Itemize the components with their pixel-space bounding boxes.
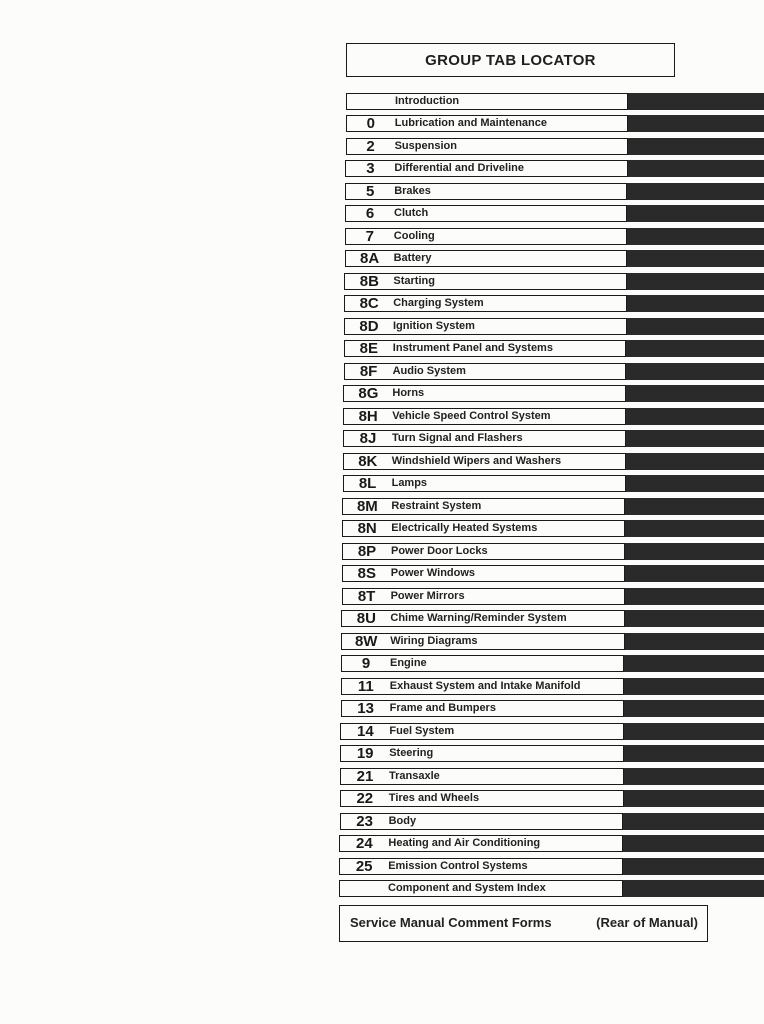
tab-number: 8W [354,633,378,650]
tab-row [0,138,764,155]
tab-box [346,138,628,155]
tab-label: Heating and Air Conditioning [388,837,541,849]
tab-number: 8K [358,453,378,470]
tab-row [0,700,764,717]
tab-row [0,318,764,335]
tab-marker [624,633,764,650]
tab-number: 8F [359,363,378,380]
tab-box [345,183,627,200]
tab-box [344,363,627,380]
tab-row [0,745,764,762]
tab-box [342,565,625,582]
tab-box [345,160,627,177]
tab-marker [622,858,764,875]
tab-number: 2 [366,138,375,155]
tab-box [343,408,626,425]
tab-marker [626,318,764,335]
tab-number: 9 [361,655,371,672]
tab-label: Exhaust System and Intake Manifold [389,680,581,692]
tab-number: 8B [359,273,379,290]
tab-number: 8G [358,385,379,402]
tab-row [0,588,764,605]
tab-marker [624,498,764,515]
tab-label: Lubrication and Maintenance [394,117,547,129]
tab-row [0,295,764,312]
tab-box [342,520,625,537]
tab-label: Component and System Index [388,882,546,894]
tab-number: 8S [357,565,376,582]
tab-marker [627,115,764,132]
tab-box [340,790,624,807]
tab-row [0,340,764,357]
tab-row [0,205,764,222]
tab-box [343,385,626,402]
tab-number: 8U [356,610,376,627]
tab-label: Fuel System [389,725,455,737]
tab-row [0,498,764,515]
tab-box [346,93,628,110]
tab-label: Introduction [395,95,460,107]
tab-label: Starting [393,275,435,287]
tab-label: Brakes [394,185,431,197]
tab-row [0,430,764,447]
tab-number: 24 [356,835,373,852]
tab-row [0,408,764,425]
tab-number: 8N [357,520,377,537]
tab-box [341,678,624,695]
tab-number: 8D [359,318,379,335]
tab-label: Power Door Locks [391,545,488,557]
tab-marker [627,138,764,155]
tab-row [0,835,764,852]
tab-label: Steering [389,747,434,759]
tab-number: 11 [357,678,374,695]
tab-number: 8P [357,543,377,560]
tab-row [0,655,764,672]
tab-number: 8A [360,250,380,267]
tab-marker [624,565,764,582]
tab-label: Cooling [393,230,435,242]
tab-box [342,498,625,515]
tab-row [0,543,764,560]
tab-row [0,633,764,650]
tab-box [343,453,626,470]
tab-marker [625,453,764,470]
tab-label: Suspension [394,140,457,152]
tab-marker [624,610,764,627]
tab-box [345,228,627,245]
tab-number: 8C [359,295,379,312]
tab-marker [625,475,764,492]
tab-box [341,610,624,627]
tab-label: Body [388,815,417,827]
tab-row [0,160,764,177]
tab-marker [622,835,764,852]
tab-marker [626,273,764,290]
tab-marker [626,295,764,312]
tab-marker [625,385,764,402]
tab-marker [625,408,764,425]
tab-label: Chime Warning/Reminder System [390,612,567,624]
tab-number: 6 [365,205,375,222]
tab-number [347,94,395,109]
tab-row [0,858,764,875]
tab-label: Vehicle Speed Control System [392,410,551,422]
tab-row [0,565,764,582]
tab-label: Windshield Wipers and Washers [391,455,562,467]
tab-row [0,228,764,245]
tab-row [0,880,764,897]
tab-marker [623,678,764,695]
tab-marker [622,813,764,830]
tab-label: Horns [392,387,425,399]
tab-box [340,813,624,830]
tab-label: Wiring Diagrams [390,635,478,647]
tab-label: Tires and Wheels [388,792,480,804]
tab-marker [627,160,764,177]
tab-marker [624,520,764,537]
tab-row [0,723,764,740]
tab-label: Frame and Bumpers [389,702,496,714]
tab-number: 8J [359,430,377,447]
tab-number: 8E [359,340,378,357]
tab-box [339,858,623,875]
tab-row [0,115,764,132]
tab-number: 3 [366,160,375,177]
tab-row [0,183,764,200]
tab-label: Battery [393,252,432,264]
tab-number: 0 [366,115,375,132]
tab-marker [626,205,764,222]
tab-row [0,520,764,537]
tab-label: Lamps [391,477,428,489]
comment-forms-label: Service Manual Comment Forms [350,915,552,930]
tab-marker [625,340,764,357]
page-title: GROUP TAB LOCATOR [425,51,596,69]
tab-box [345,250,627,267]
tab-box [341,633,624,650]
tab-number: 25 [355,858,373,875]
tab-row [0,813,764,830]
tab-marker [623,790,764,807]
tab-number: 14 [357,723,374,740]
tab-marker [623,655,764,672]
tab-number: 8M [356,498,378,515]
tab-marker [627,93,764,110]
tab-label: Clutch [394,207,429,219]
tab-marker [625,363,764,380]
tab-label: Charging System [393,297,484,309]
tab-label: Instrument Panel and Systems [392,342,553,354]
tab-label: Transaxle [389,770,440,782]
tab-number: 8H [358,408,378,425]
tab-marker [622,880,764,897]
tab-box [340,723,624,740]
tab-number: 5 [366,183,375,200]
tab-box [344,295,627,312]
tab-box [340,745,624,762]
tab-box [341,700,625,717]
tab-marker [624,543,764,560]
tab-number: 8L [358,475,377,492]
tab-number: 21 [356,768,374,785]
tab-marker [623,723,764,740]
tab-row [0,385,764,402]
tab-box [340,768,624,785]
tab-marker [625,430,764,447]
tab-number: 8T [357,588,376,605]
tab-box [342,588,625,605]
tab-marker [626,250,764,267]
tab-box [343,430,626,447]
tab-marker [623,700,764,717]
tab-box [344,318,627,335]
comment-forms-location: (Rear of Manual) [596,915,698,930]
tab-marker [626,228,764,245]
tab-box [342,543,625,560]
tab-row [0,678,764,695]
tab-row [0,453,764,470]
comment-forms-box [339,905,708,942]
tab-number: 13 [357,700,374,717]
tab-label: Ignition System [393,320,475,332]
tab-label: Power Mirrors [390,590,465,602]
tab-box [345,205,627,222]
tab-label: Differential and Driveline [394,162,524,174]
tab-label: Electrically Heated Systems [391,522,538,534]
tab-marker [624,588,764,605]
tab-box [346,115,628,132]
tab-box [344,273,626,290]
tab-label: Engine [390,657,427,669]
tab-box [339,835,623,852]
tab-label: Audio System [392,365,466,377]
tab-box [343,475,626,492]
tab-row [0,93,764,110]
tab-number: 22 [356,790,374,807]
tab-label: Power Windows [390,567,476,579]
tab-row [0,790,764,807]
tab-row [0,273,764,290]
tab-number: 23 [356,813,373,830]
tab-marker [623,768,764,785]
tab-box [339,880,623,897]
tab-row [0,610,764,627]
tab-row [0,475,764,492]
tab-label: Emission Control Systems [388,860,528,872]
tab-number: 19 [356,745,374,762]
tab-marker [626,183,764,200]
tab-number [340,881,388,896]
tab-box [344,340,627,357]
tab-number: 7 [365,228,374,245]
tab-row [0,363,764,380]
tab-label: Restraint System [391,500,482,512]
tab-row [0,250,764,267]
tab-label: Turn Signal and Flashers [392,432,523,444]
tab-box [341,655,624,672]
tab-marker [623,745,764,762]
tab-row [0,768,764,785]
